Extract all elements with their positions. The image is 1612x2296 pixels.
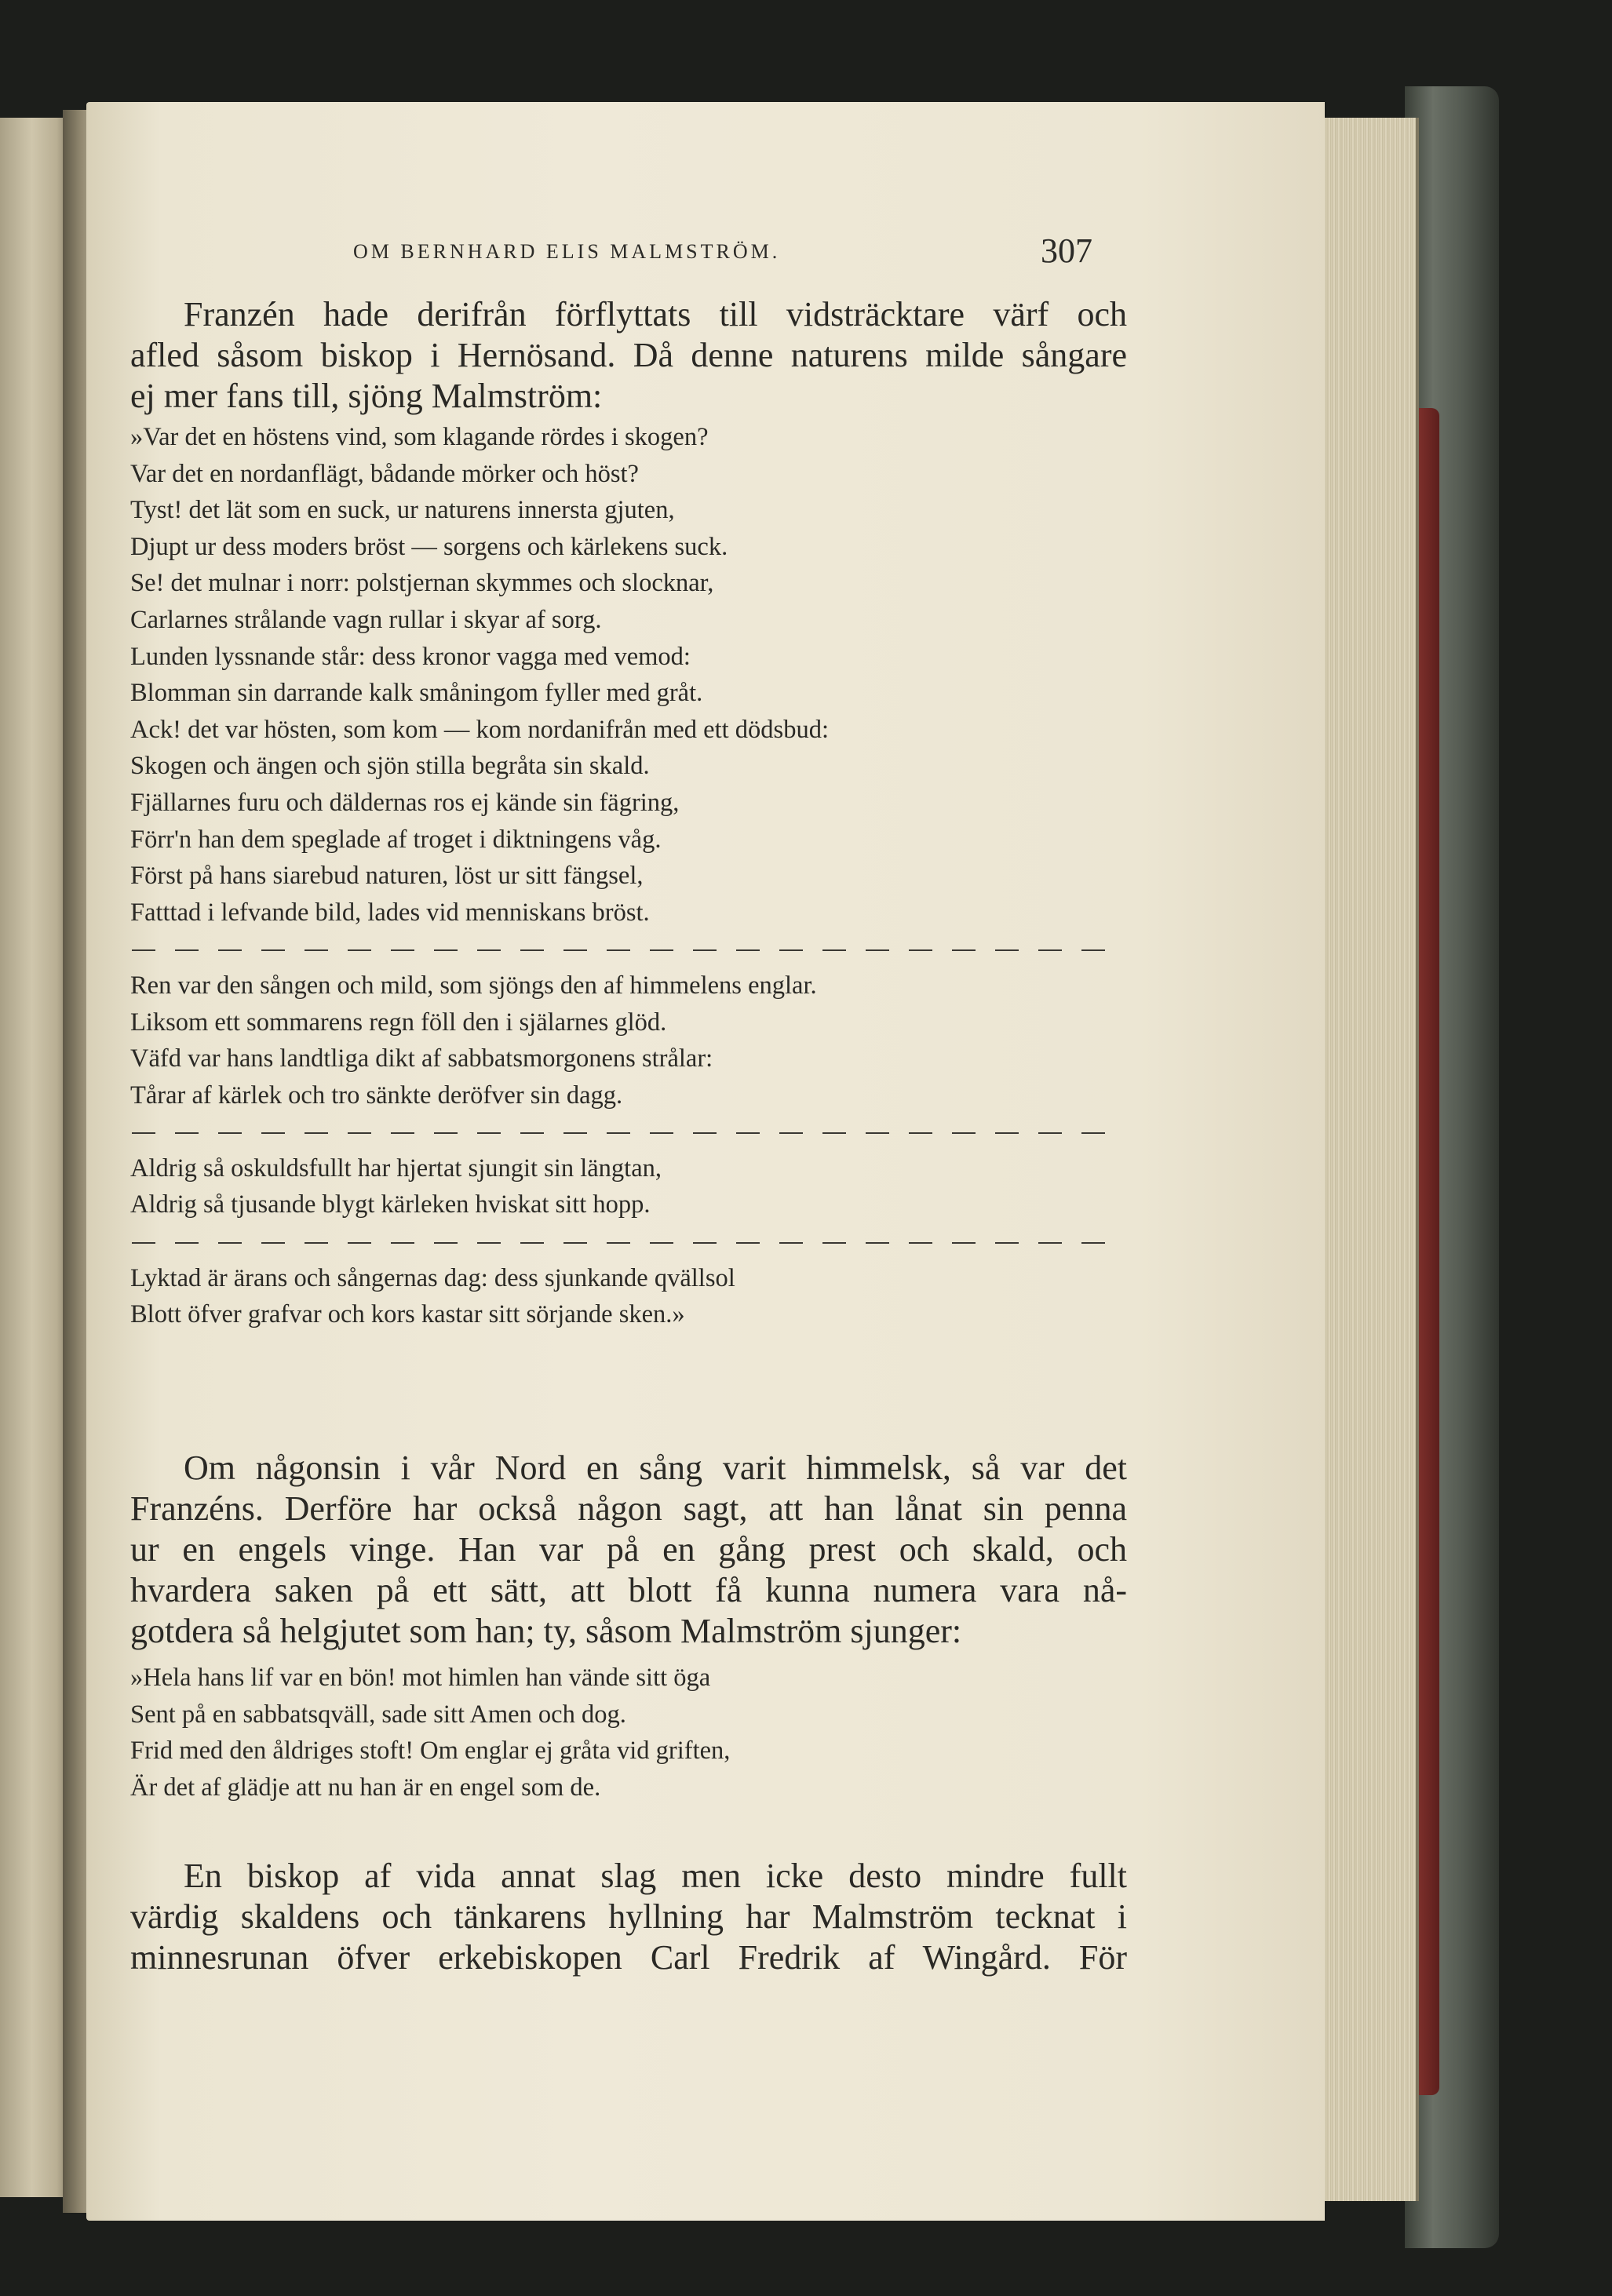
- poem-line: Carlarnes strålande vagn rullar i skyar af sorg.: [130, 605, 602, 634]
- text-line: Om någonsin i vår Nord en sång varit himmelsk, så var det: [184, 1449, 1127, 1487]
- text-line: minnesrunan öfver erkebiskopen Carl Fredrik af Wingård. För: [130, 1938, 1127, 1977]
- page-number: 307: [1041, 231, 1092, 270]
- poem-line: Väfd var hans landtliga dikt af sabbatsmorgonens strålar:: [130, 1044, 713, 1073]
- text-line: hvardera saken på ett sätt, att blott få kunna numera vara nå-: [130, 1571, 1127, 1609]
- dash-separator: [130, 931, 1127, 968]
- poem-line: »Hela hans lif var en bön! mot himlen han vände sitt öga: [130, 1664, 711, 1692]
- poem-line: Sent på en sabbatsqväll, sade sitt Amen och dog.: [130, 1700, 626, 1729]
- paragraph-2: [130, 1448, 1127, 1652]
- poem-line: Aldrig så oskuldsfullt har hjertat sjungit sin längtan,: [130, 1153, 662, 1183]
- cover-spine-edge: [1419, 408, 1439, 2095]
- text-line: värdig skaldens och tänkarens hyllning har Malmström tecknat i: [130, 1897, 1127, 1936]
- poem-2: [130, 1660, 1127, 1806]
- running-head: OM BERNHARD ELIS MALMSTRÖM.: [353, 240, 781, 263]
- poem-line: Tårar af kärlek och tro sänkte deröfver sin dagg.: [130, 1081, 623, 1110]
- poem-line: Tyst! det lät som en suck, ur naturens innersta gjuten,: [130, 496, 675, 525]
- poem-line: Liksom ett sommarens regn föll den i själarnes glöd.: [130, 1008, 667, 1037]
- text-line: ej mer fans till, sjöng Malmström:: [130, 377, 603, 415]
- text-line: En biskop af vida annat slag men icke desto mindre fullt: [184, 1857, 1127, 1895]
- paragraph-3: [130, 1856, 1127, 1978]
- poem-1: [130, 419, 1127, 1333]
- left-page-edge: [0, 118, 71, 2197]
- poem-line: Se! det mulnar i norr: polstjernan skymmes och slocknar,: [130, 569, 714, 598]
- poem-line: Djupt ur dess moders bröst — sorgens och kärlekens suck.: [130, 532, 728, 561]
- paragraph-1: [130, 294, 1127, 417]
- poem-line: Lyktad är ärans och sångernas dag: dess sjunkande qvällsol: [130, 1263, 735, 1292]
- poem-line: Aldrig så tjusande blygt kärleken hviskat sitt hopp.: [130, 1190, 651, 1219]
- poem-line: Blomman sin darrande kalk småningom fyller med gråt.: [130, 679, 703, 708]
- poem-line: »Var det en höstens vind, som klagande rördes i skogen?: [130, 423, 709, 451]
- poem-line: Är det af glädje att nu han är en engel som de.: [130, 1773, 601, 1802]
- poem-line: Lunden lyssnande står: dess kronor vagga med vemod:: [130, 642, 691, 671]
- poem-line: Ack! det var hösten, som kom — kom nordanifrån med ett dödsbud:: [130, 715, 829, 744]
- text-line: Franzéns. Derföre har också någon sagt, att han lånat sin penna: [130, 1489, 1127, 1528]
- poem-line: Fjällarnes furu och däldernas ros ej kände sin fägring,: [130, 788, 680, 817]
- poem-line: Var det en nordanflägt, bådande mörker och höst?: [130, 459, 639, 488]
- poem-line: Förr'n han dem speglade af troget i diktningens våg.: [130, 825, 662, 854]
- page-edges: [1322, 118, 1419, 2201]
- dash-separator: [130, 1223, 1127, 1260]
- poem-line: Blott öfver grafvar och kors kastar sitt sörjande sken.»: [130, 1300, 685, 1329]
- poem-line: Ren var den sången och mild, som sjöngs den af himmelens englar.: [130, 971, 817, 1000]
- text-line: gotdera så helgjutet som han; ty, såsom Malmström sjunger:: [130, 1612, 962, 1650]
- text-line: afled såsom biskop i Hernösand. Då denne naturens milde sångare: [130, 336, 1127, 374]
- dash-separator: [130, 1113, 1127, 1150]
- poem-line: Frid med den åldriges stoft! Om englar ej gråta vid griften,: [130, 1737, 731, 1766]
- poem-line: Först på hans siarebud naturen, löst ur sitt fängsel,: [130, 862, 644, 891]
- poem-line: Skogen och ängen och sjön stilla begråta sin skald.: [130, 752, 650, 781]
- text-line: Franzén hade derifrån förflyttats till vidsträcktare värf och: [184, 295, 1127, 333]
- poem-line: Fatttad i lefvande bild, lades vid menniskans bröst.: [130, 898, 650, 927]
- text-line: ur en engels vinge. Han var på en gång prest och skald, och: [130, 1530, 1127, 1569]
